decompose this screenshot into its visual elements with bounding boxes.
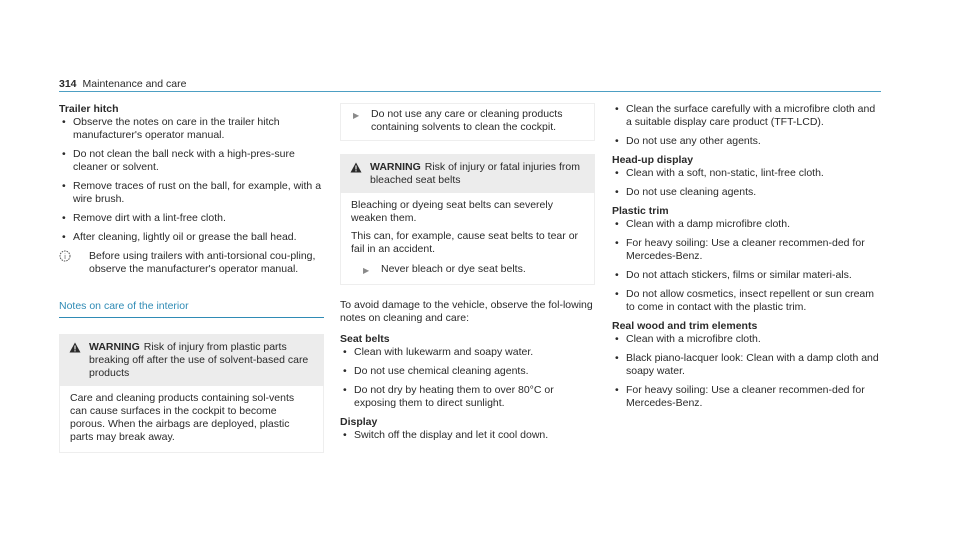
- warning-header: [59, 334, 324, 386]
- warning-body: Care and cleaning products containing sol-vents can cause surfaces in the cockpit to become porous. When the airbags are deployed, plastic parts may break away.: [59, 386, 324, 453]
- column-right: [612, 103, 882, 416]
- svg-text:i: i: [64, 254, 66, 261]
- intro-text: To avoid damage to the vehicle, observe the fol-lowing notes on cleaning and care:: [340, 299, 593, 324]
- seat-belts-heading: Seat belts: [340, 333, 390, 345]
- interior-section-title: Notes on care of the interior: [59, 300, 324, 318]
- header-rule: [59, 91, 881, 92]
- seat-belts-list: [340, 346, 595, 410]
- list-item: • Clean with a damp microfibre cloth.: [612, 218, 882, 231]
- info-note-text: Before using trailers with anti-torsional cou-pling, observe the manufacturer's operator manual.: [89, 250, 316, 275]
- trailer-hitch-heading: Trailer hitch: [59, 103, 119, 115]
- info-icon: [59, 250, 71, 262]
- column-left: [59, 103, 324, 453]
- section-title: Maintenance and care: [82, 78, 187, 90]
- plastic-trim-list: [612, 218, 882, 314]
- page-header: [59, 74, 186, 92]
- play-arrow-icon: ▶: [363, 266, 370, 275]
- list-item: • Remove dirt with a lint-free cloth.: [59, 212, 324, 225]
- list-item: • Do not clean the ball neck with a high-pres-sure cleaner or solvent.: [59, 148, 324, 174]
- list-item: • Clean with a soft, non-static, lint-free cloth.: [612, 167, 882, 180]
- list-item: • Clean with lukewarm and soapy water.: [340, 346, 595, 359]
- list-item: • Do not use chemical cleaning agents.: [340, 365, 595, 378]
- warning-label: WARNING: [89, 341, 140, 353]
- real-wood-heading: Real wood and trim elements: [612, 320, 758, 332]
- warning-body: [340, 193, 595, 285]
- plastic-trim-heading: Plastic trim: [612, 205, 669, 217]
- warning-step: [351, 263, 584, 276]
- list-item: • Observe the notes on care in the trailer hitch manufacturer's operator manual.: [59, 116, 324, 142]
- list-item: • Switch off the display and let it cool down.: [340, 429, 595, 442]
- display-list-continued: [612, 103, 882, 148]
- info-note: [59, 250, 324, 276]
- real-wood-list: [612, 333, 882, 410]
- warning-step-text: Never bleach or dye seat belts.: [381, 263, 526, 275]
- list-item: • Do not dry by heating them to over 80°C or exposing them to direct sunlight.: [340, 384, 595, 410]
- warning-icon: [350, 162, 362, 173]
- warning-label: WARNING: [370, 161, 421, 173]
- list-item: • Clean the surface carefully with a microfibre cloth and a suitable display care product (TFT-LCD).: [612, 103, 882, 129]
- step-box: [340, 103, 595, 141]
- list-item: • For heavy soiling: Use a cleaner recommen-ded for Mercedes-Benz.: [612, 384, 882, 410]
- list-item: • Clean with a microfibre cloth.: [612, 333, 882, 346]
- warning-body-text: This can, for example, cause seat belts to tear or fail in an accident.: [351, 230, 579, 255]
- warning-header: [340, 154, 595, 193]
- page-number: 314: [59, 78, 77, 90]
- list-item: • Do not use cleaning agents.: [612, 186, 882, 199]
- warning-body-text: Bleaching or dyeing seat belts can severely weaken them.: [351, 199, 553, 224]
- list-item: • After cleaning, lightly oil or grease the ball head.: [59, 231, 324, 244]
- display-heading: Display: [340, 416, 378, 428]
- head-up-list: [612, 167, 882, 199]
- list-item: • Do not attach stickers, films or similar materi-als.: [612, 269, 882, 282]
- trailer-hitch-list: [59, 116, 324, 244]
- list-item: • Remove traces of rust on the ball, for example, with a wire brush.: [59, 180, 324, 206]
- warning-box-plastic: [59, 334, 324, 453]
- column-middle: [340, 103, 595, 448]
- step-text: Do not use any care or cleaning products containing solvents to clean the cockpit.: [371, 108, 563, 133]
- warning-title: Risk of injury from plastic parts breaking off after the use of solvent-based care products: [89, 341, 309, 379]
- warning-icon: [69, 342, 81, 353]
- list-item: • Do not allow cosmetics, insect repellent or sun cream to come in contact with the plastic trim.: [612, 288, 882, 314]
- list-item: • For heavy soiling: Use a cleaner recommen-ded for Mercedes-Benz.: [612, 237, 882, 263]
- list-item: • Do not use any other agents.: [612, 135, 882, 148]
- display-list: [340, 429, 595, 442]
- play-arrow-icon: ▶: [353, 111, 360, 120]
- warning-title: Risk of injury or fatal injuries from bleached seat belts: [370, 161, 580, 186]
- list-item: • Black piano-lacquer look: Clean with a damp cloth and soapy water.: [612, 352, 882, 378]
- head-up-heading: Head-up display: [612, 154, 694, 166]
- warning-box-seatbelts: [340, 154, 595, 285]
